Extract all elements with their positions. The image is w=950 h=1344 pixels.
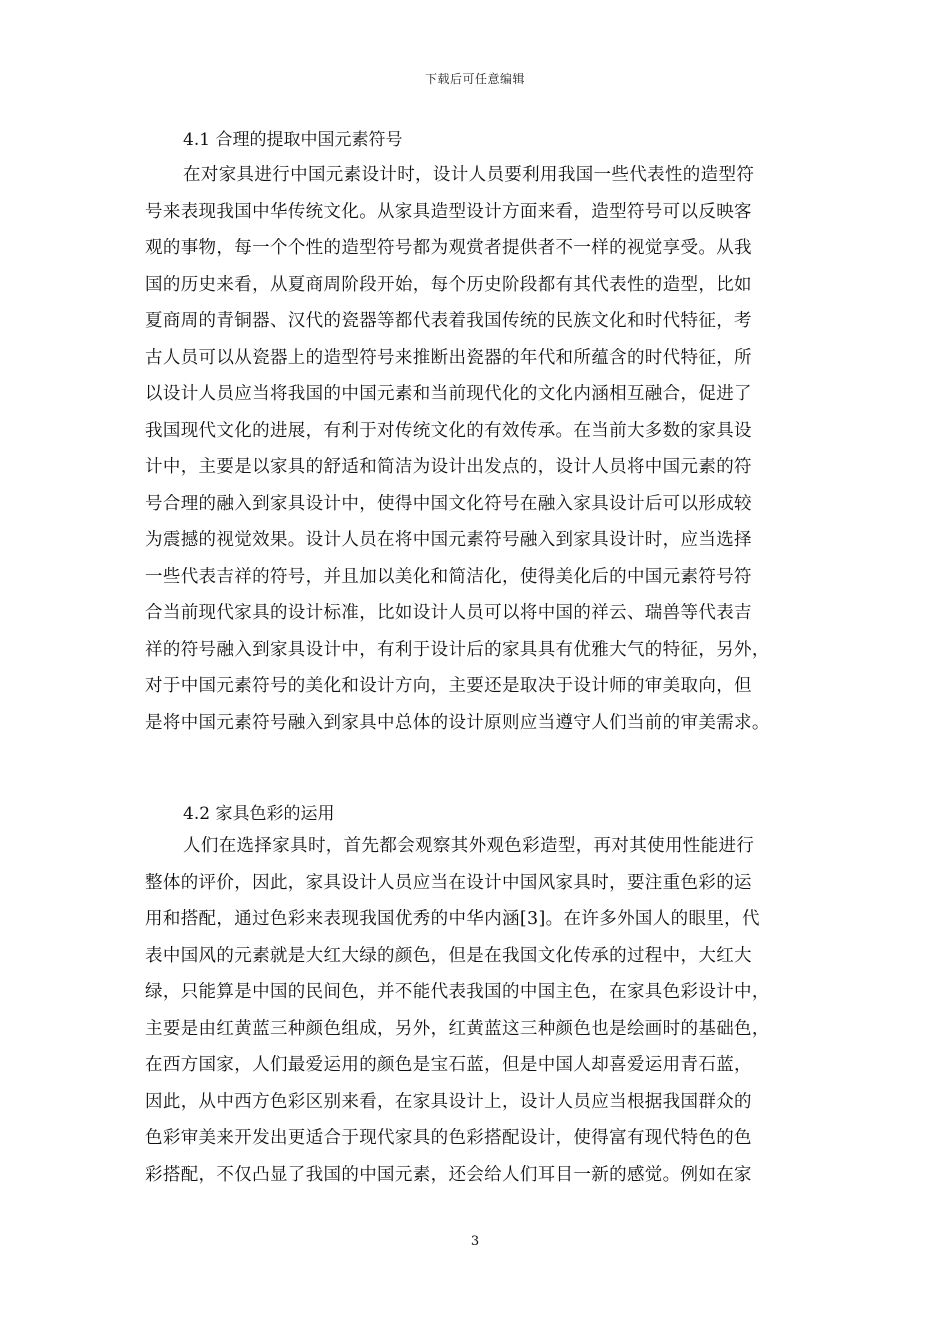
section-heading-4-1: 4.1 合理的提取中国元素符号 [183,130,403,150]
text-line: 在对家具进行中国元素设计时，设计人员要利用我国一些代表性的造型符 [183,165,755,185]
text-line: 古人员可以从瓷器上的造型符号来推断出瓷器的年代和所蕴含的时代特征，所 [145,347,752,368]
text-line: 在西方国家，人们最爱运用的颜色是宝石蓝，但是中国人却喜爱运用青石蓝， [145,1055,752,1075]
text-line: 计中，主要是以家具的舒适和简洁为设计出发点的，设计人员将中国元素的符 [145,457,752,477]
text-line: 观的事物，每一个个性的造型符号都为观赏者提供者不一样的视觉享受。从我 [145,238,752,258]
text-line: 因此，从中西方色彩区别来看，在家具设计上，设计人员应当根据我国群众的 [145,1091,752,1112]
text-line: 表中国风的元素就是大红大绿的颜色，但是在我国文化传承的过程中，大红大 [145,945,752,966]
header-note: 下载后可任意编辑 [424,72,525,86]
text-line: 对于中国元素符号的美化和设计方向，主要还是取决于设计师的审美取向，但 [145,676,752,696]
text-line: 国的历史来看，从夏商周阶段开始，每个历史阶段都有其代表性的造型，比如 [145,274,752,295]
paragraph-4-2 [145,828,805,1193]
page-number: 3 [470,1234,480,1249]
text-line: 号合理的融入到家具设计中，使得中国文化符号在融入家具设计后可以形成较 [145,493,752,514]
text-line: 是将中国元素符号融入到家具中总体的设计原则应当遵守人们当前的审美需求。 [145,712,770,733]
text-line: 以设计人员应当将我国的中国元素和当前现代化的文化内涵相互融合，促进了 [145,384,752,404]
text-line: 整体的评价，因此，家具设计人员应当在设计中国风家具时，要注重色彩的运 [145,872,752,893]
text-line: 为震撼的视觉效果。设计人员在将中国元素符号融入到家具设计时，应当选择 [145,530,752,550]
text-line: 合当前现代家具的设计标准，比如设计人员可以将中国的祥云、瑞兽等代表吉 [145,603,752,623]
text-line: 绿，只能算是中国的民间色，并不能代表我国的中国主色，在家具色彩设计中， [145,982,770,1002]
text-line: 我国现代文化的进展，有利于对传统文化的有效传承。在当前大多数的家具设 [145,420,752,441]
text-line: 主要是由红黄蓝三种颜色组成，另外，红黄蓝这三种颜色也是绘画时的基础色， [145,1018,770,1039]
text-line: 色彩审美来开发出更适合于现代家具的色彩搭配设计，使得富有现代特色的色 [145,1128,752,1148]
text-line: 一些代表吉祥的符号，并且加以美化和简洁化，使得美化后的中国元素符号符 [145,566,752,587]
text-line: 夏商周的青铜器、汉代的瓷器等都代表着我国传统的民族文化和时代特征，考 [145,311,752,331]
text-line: 祥的符号融入到家具设计中，有利于设计后的家具具有优雅大气的特征，另外， [145,639,770,660]
text-line: 用和搭配，通过色彩来表现我国优秀的中华内涵[3]。在许多外国人的眼里，代 [145,909,760,929]
section-heading-4-2: 4.2 家具色彩的运用 [183,804,335,824]
paragraph-4-1 [145,157,805,741]
text-line: 人们在选择家具时，首先都会观察其外观色彩造型，再对其使用性能进行 [183,836,755,856]
text-line: 号来表现我国中华传统文化。从家具造型设计方面来看，造型符号可以反映客 [145,201,752,222]
text-line: 彩搭配，不仅凸显了我国的中国元素，还会给人们耳目一新的感觉。例如在家 [145,1164,752,1185]
